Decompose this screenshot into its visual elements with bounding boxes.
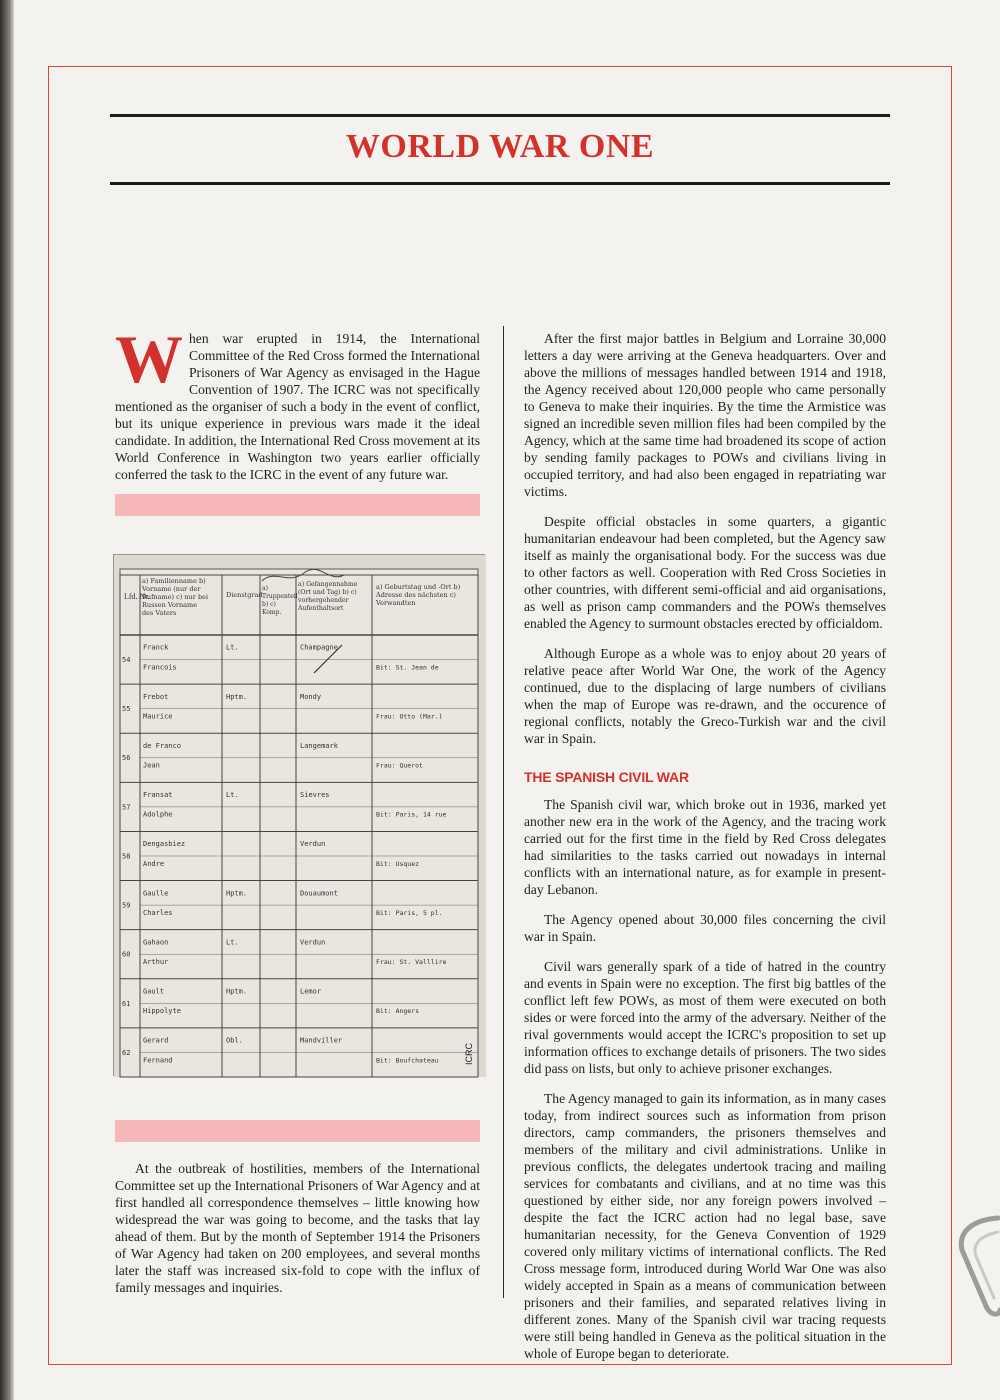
row-relative-address: Bit: Usquez: [376, 859, 420, 868]
row-capture-place: Douaumont: [300, 889, 338, 898]
paragraph-4: The Spanish civil war, which broke out in 1936, marked yet another new era in the work of the Agency, and the tracing work carried out for the first time in the field by Red Cross delegates had similarities to the tasks carried out nowadays in internal conflicts with an international nature, as for example in present-day Lebanon.: [524, 797, 886, 897]
heading-capture: a) Gefangennahme (Ort und Tag) b) c) vorhergehender Aufenthaltsort: [298, 581, 358, 612]
row-capture-place: Langemark: [300, 741, 338, 750]
row-rank: Obl.: [226, 1036, 243, 1045]
right-column: [524, 330, 886, 1375]
row-surname: Gaulle: [143, 889, 169, 898]
row-capture-place: Verdun: [300, 938, 326, 947]
drop-cap: W: [115, 321, 183, 397]
heading-names-box: [142, 577, 210, 633]
row-relative-address: Bit: Paris, 5 pl.: [376, 908, 443, 917]
pow-record-card-photo: [113, 554, 485, 1076]
row-surname: de Franco: [143, 741, 181, 750]
row-firstname: Jean: [143, 761, 160, 770]
paragraph-2: Despite official obstacles in some quarters, a gigantic humanitarian endeavour had been completed, but the Agency saw itself as mainly the organisational body. For the success was due to other factors as well. Cooperation with Red Cross Societies in other countries, with different semi-official and aid organisations, as well as prison camp commanders and the POWs themselves enabled the Agency to surmount obstacles erected by officialdom.: [524, 514, 886, 631]
row-number: 56: [122, 754, 131, 763]
row-firstname: Adolphe: [143, 810, 173, 819]
row-relative-address: Bit: Angers: [376, 1007, 420, 1016]
row-firstname: Maurice: [143, 712, 173, 721]
row-number: 58: [122, 852, 131, 861]
row-relative-address: Bit: Boufchateau: [376, 1056, 439, 1065]
row-firstname: Fernand: [143, 1056, 173, 1065]
section-heading: THE SPANISH CIVIL WAR: [524, 769, 689, 785]
label-nr: Lfd. Nr.: [124, 592, 150, 601]
heading-birth-box: [376, 583, 472, 627]
row-surname: Gerard: [143, 1036, 169, 1045]
paragraph-5: The Agency opened about 30,000 files concerning the civil war in Spain.: [524, 912, 886, 944]
page-title: WORLD WAR ONE: [345, 128, 655, 165]
heading-unit-box: [262, 585, 298, 625]
heading-names: a) Familienname b) Vorname (nur der Rufname) c) nur bei Russen Vorname des Vaters: [142, 577, 209, 617]
row-firstname: Arthur: [143, 958, 169, 967]
row-relative-address: Frau: St. Valllire: [376, 958, 447, 967]
row-number: 60: [122, 950, 131, 959]
photo-credit: ICRC: [464, 1043, 474, 1065]
card-sheet: [120, 569, 478, 1077]
row-capture-place: Champagne: [300, 643, 338, 652]
paragraph-3: Although Europe as a whole was to enjoy about 20 years of relative peace after World War One, the work of the Agency continued, due to the displacing of large numbers of civilians when the map of Europe was re-drawn, and the occurence of regional conflicts, notably the Greco-Turkish war and the civil war in Spain.: [524, 646, 886, 746]
heading-unit: a) Truppenteil b) c) Komp.: [262, 585, 298, 616]
book-spine: [0, 0, 14, 1400]
row-surname: Gault: [143, 987, 165, 996]
row-relative-address: Bit: St. Jean de: [376, 663, 439, 672]
row-number: 55: [122, 705, 131, 714]
row-rank: Lt.: [226, 938, 239, 947]
paper-clip: [942, 1210, 1000, 1320]
row-capture-place: Verdun: [300, 840, 326, 849]
bottom-rule: [110, 182, 890, 185]
row-firstname: Francois: [143, 663, 177, 672]
row-number: 59: [122, 901, 131, 910]
row-surname: Frebot: [143, 692, 169, 701]
heading-rank-box: [226, 591, 263, 621]
row-number: 54: [122, 656, 131, 665]
row-capture-place: Lemor: [300, 987, 322, 996]
row-surname: Dengasbiez: [143, 840, 186, 849]
row-relative-address: Frau: Otto (Mar.): [376, 712, 443, 721]
row-number: 62: [122, 1048, 131, 1057]
row-number: 57: [122, 803, 131, 812]
paragraph-6: Civil wars generally spark of a tide of hatred in the country and events in Spain were no exception. The first big battles of the conflict left few POWs, as most of them were executed on both sides or were forced into the army of the adversary. Neither of the rival governments would accept the ICRC's proposition to set up information offices to exchange details of prisoners. The two sides did pass on lists, but only to achieve prisoner exchanges.: [524, 959, 886, 1076]
top-rule: [110, 114, 890, 117]
row-relative-address: Frau: Querot: [376, 761, 423, 770]
outbreak-paragraph: [115, 1160, 480, 1309]
paragraph-7: The Agency managed to gain its information, as in many cases today, from indirect sources such as information from prison directors, camp commanders, the prisoners themselves and members of the military and civil administrations. Unlike in previous conflicts, the delegates undertook tracing and mailing services for combatants and civilians, and at no time was this questioned by either side, nor any foreign powers involved – despite the fact the ICRC action had no legal base, save humanitarian necessity, for the Geneva Convention of 1929 covered only military victims of international conflicts. The Red Cross message form, introduced during World War One was also widely accepted in Spain as a means of communication between prisoners and their families, and separated relatives living in different zones. Many of the Spanish civil war tracing requests were still being handled in Geneva as the political situation in the whole of Europe began to deteriorate.: [524, 1091, 886, 1361]
row-capture-place: Sievres: [300, 791, 330, 800]
intro-text: hen war erupted in 1914, the International Committee of the Red Cross formed the International Prisoners of War Agency as envisaged in the Hague Convention of 1907. The ICRC was not specifically mentioned as the organiser of such a body in the event of conflict, but its unique experience in previous wars made it the ideal candidate. In addition, the International Red Cross movement at its World Conference in Washington two years earlier officially conferred the task to the ICRC in the event of any future war.: [115, 331, 480, 482]
pink-bar-bottom: [115, 1120, 480, 1142]
row-rank: Hptm.: [226, 692, 248, 701]
row-rank: Hptm.: [226, 987, 248, 996]
row-rank: Lt.: [226, 791, 239, 800]
row-surname: Gahaon: [143, 938, 169, 947]
row-firstname: Andre: [143, 859, 165, 868]
row-firstname: Hippolyte: [143, 1007, 181, 1016]
column-divider: [503, 326, 504, 1298]
row-number: 61: [122, 999, 131, 1008]
heading-capture-box: [298, 581, 368, 631]
row-firstname: Charles: [143, 908, 173, 917]
row-surname: Franck: [143, 643, 169, 652]
row-rank: Lt.: [226, 643, 239, 652]
row-capture-place: Mondy: [300, 692, 322, 701]
outbreak-text: At the outbreak of hostilities, members of the International Committee set up the International Prisoners of War Agency and at first handled all correspondence themselves – little knowing how widespread the war was going to become, and the tasks that lay ahead of them. But by the month of September 1914 the Prisoners of War Agency had taken on 200 employees, and several months later the staff was increased six-fold to cope with the influx of family messages and inquiries.: [115, 1161, 480, 1295]
row-rank: Hptm.: [226, 889, 248, 898]
row-capture-place: Mandviller: [300, 1036, 343, 1045]
row-surname: Fransat: [143, 791, 173, 800]
pink-bar-top: [115, 494, 480, 516]
heading-rank: Dienstgrad: [226, 591, 263, 599]
paragraph-1: After the first major battles in Belgium and Lorraine 30,000 letters a day were arriving at the Geneva headquarters. Over and above the millions of messages handled between 1914 and 1918, the Agency received about 120,000 people who came personally to Geneva to make their inquiries. By the time the Armistice was signed an incredible seven million files had been compiled by the Agency, which at the same time had broadened its scope of action by sending family packages to POWs and civilians living in occupied territory, and had also been engaged in repatriating war victims.: [524, 331, 886, 499]
intro-paragraph: [115, 321, 480, 483]
heading-birth: a) Geburtstag und -Ort b) Adresse des nächsten c) Verwandten: [376, 583, 461, 607]
row-relative-address: Bit: Paris, 14 rue: [376, 810, 447, 819]
record-card-figure: [114, 555, 486, 1077]
